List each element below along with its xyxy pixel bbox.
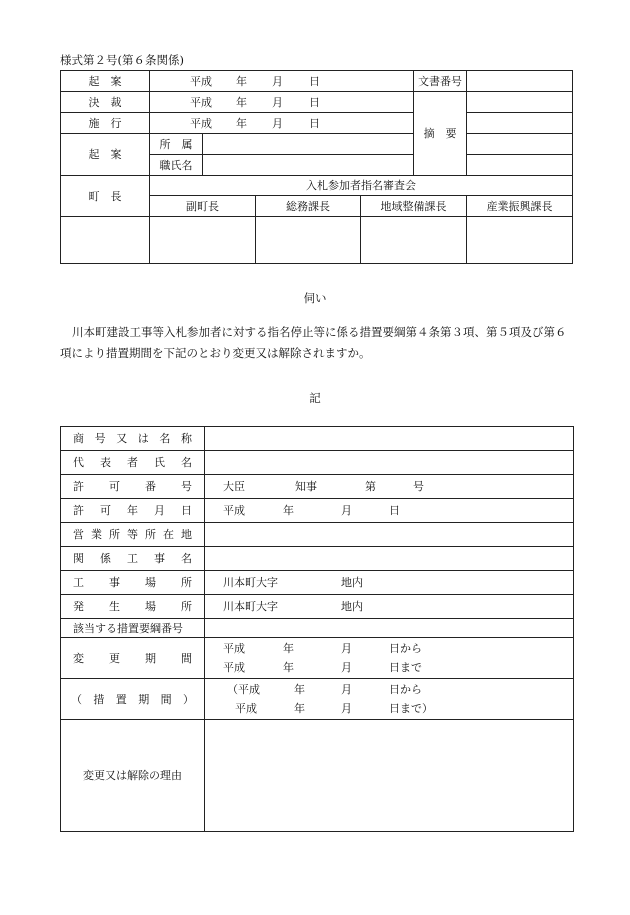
approval-table	[60, 70, 573, 264]
form-number: 様式第２号(第６条関係)	[60, 53, 184, 67]
member-fukucho: 副町長	[150, 196, 256, 217]
body-text: 川本町建設工事等入札参加者に対する指名停止等に係る措置要綱第４条第３項、第５項及び第６項により措置期間を下記のとおり変更又は解除されますか。	[60, 325, 567, 360]
kyoka-date-label: 許可年月日	[61, 499, 205, 523]
kankei-label: 関係工事名	[61, 547, 205, 571]
stamp-sangyo[interactable]	[467, 217, 573, 264]
eigyosho-label: 営業所等所在地	[61, 523, 205, 547]
ukagai-title: 伺い	[303, 291, 327, 305]
gaito-value[interactable]	[205, 619, 574, 638]
ki-title: 記	[309, 391, 321, 405]
details-table	[60, 426, 574, 832]
tekiyo-value-4[interactable]	[467, 155, 573, 176]
stamp-fukucho[interactable]	[150, 217, 256, 264]
kyoka-bango-label: 許可番号	[61, 475, 205, 499]
chocho-label: 町 長	[61, 176, 150, 217]
shokushimei-label: 職氏名	[150, 155, 203, 176]
daihyo-label: 代表者氏名	[61, 451, 205, 475]
hassei-basho-value: 川本町大字 地内	[205, 595, 574, 619]
tekiyo-value-3[interactable]	[467, 134, 573, 155]
kian-label: 起 案	[61, 71, 150, 92]
gaito-label: 該当する措置要綱番号	[61, 619, 205, 638]
member-chiiki: 地域整備課長	[361, 196, 467, 217]
sekou-date: 平成 年 月 日	[150, 113, 414, 134]
shogo-label: 商号又は名称	[61, 427, 205, 451]
sekou-label: 施 行	[61, 113, 150, 134]
tekiyo-label: 摘 要	[414, 92, 467, 176]
sochi-label: （措置期間）	[61, 679, 205, 720]
stamp-chiiki[interactable]	[361, 217, 467, 264]
kessai-date: 平成 年 月 日	[150, 92, 414, 113]
kyoka-bango-value: 大臣 知事 第 号	[205, 475, 574, 499]
member-somu: 総務課長	[256, 196, 361, 217]
stamp-somu[interactable]	[256, 217, 361, 264]
kyoka-date-value: 平成 年 月 日	[205, 499, 574, 523]
stamp-chocho[interactable]	[61, 217, 150, 264]
committee-label: 入札参加者指名審査会	[150, 176, 573, 196]
riyu-value[interactable]	[205, 720, 574, 832]
shozoku-label: 所 属	[150, 134, 203, 155]
eigyosho-value[interactable]	[205, 523, 574, 547]
koji-basho-label: 工事場所	[61, 571, 205, 595]
kian-person-label: 起 案	[61, 134, 150, 176]
kian-date: 平成 年 月 日	[150, 71, 414, 92]
shokushimei-value[interactable]	[203, 155, 414, 176]
daihyo-value[interactable]	[205, 451, 574, 475]
hassei-basho-label: 発生場所	[61, 595, 205, 619]
shozoku-value[interactable]	[203, 134, 414, 155]
tekiyo-value-1[interactable]	[467, 92, 573, 113]
henko-value: 平成 年 月 日から 平成 年 月 日まで	[205, 638, 574, 679]
bunsho-value[interactable]	[467, 71, 573, 92]
kankei-value[interactable]	[205, 547, 574, 571]
koji-basho-value: 川本町大字 地内	[205, 571, 574, 595]
tekiyo-value-2[interactable]	[467, 113, 573, 134]
bunsho-label: 文書番号	[414, 71, 467, 92]
henko-label: 変更期間	[61, 638, 205, 679]
member-sangyo: 産業振興課長	[467, 196, 573, 217]
kessai-label: 決 裁	[61, 92, 150, 113]
sochi-value: （平成 年 月 日から 平成 年 月 日まで）	[205, 679, 574, 720]
riyu-label: 変更又は解除の理由	[61, 720, 205, 832]
shogo-value[interactable]	[205, 427, 574, 451]
